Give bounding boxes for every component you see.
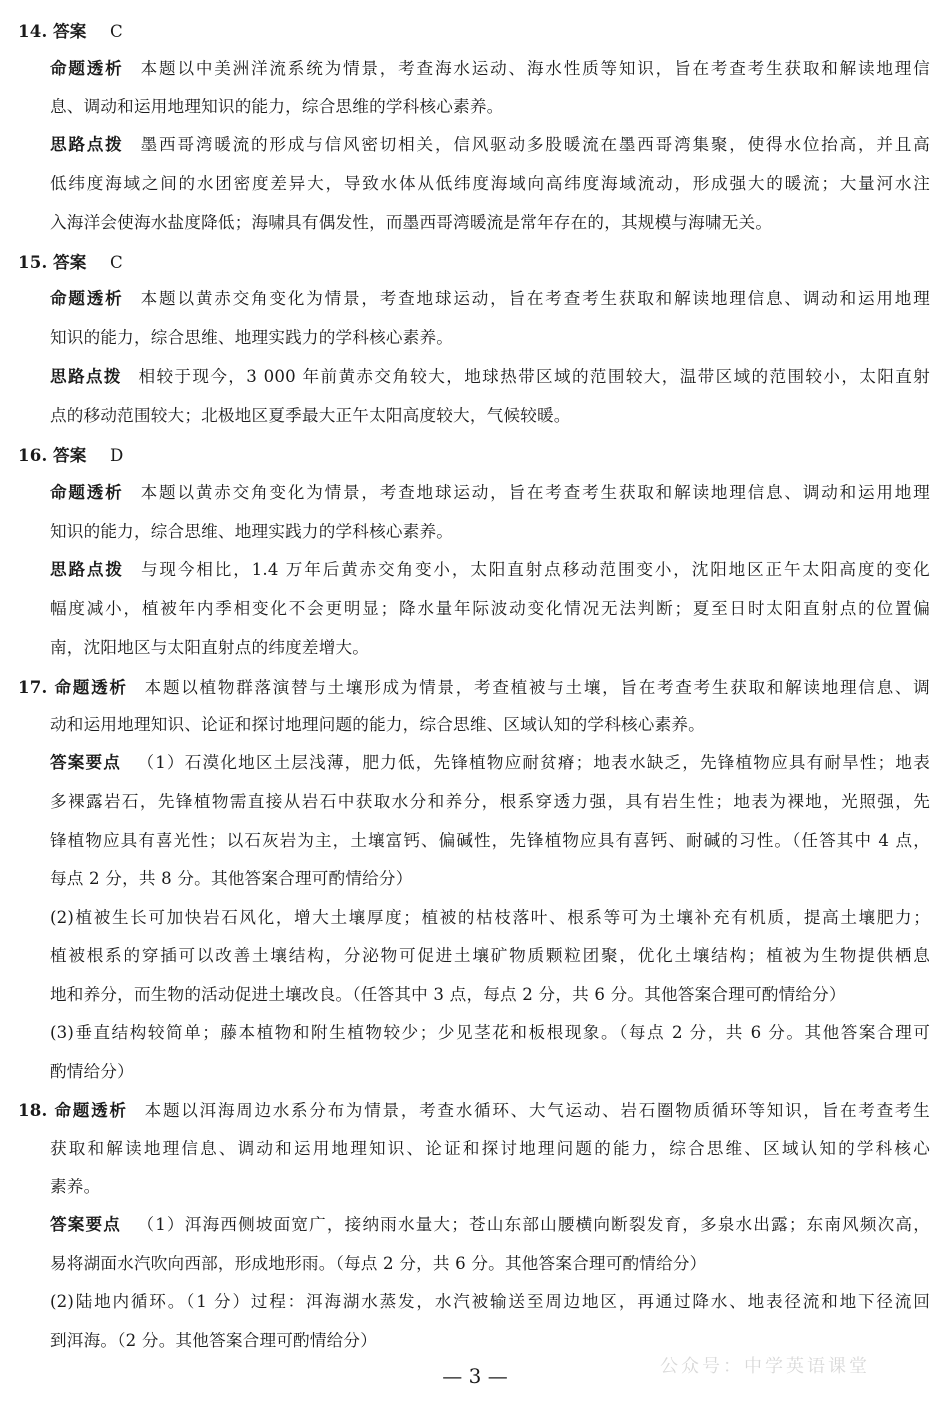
q16-hint-line-2: 幅度减小，植被年内季相变化不会更明显；降水量年际波动变化情况无法判断；夏至日时太阳直射点的位置偏 xyxy=(50,599,930,618)
q14-hint-line-3: 入海洋会使海水盐度降低；海啸具有偶发性，而墨西哥湾暖流是常年存在的，其规模与海啸无关。 xyxy=(50,213,773,232)
q14-intro-line-2: 息、调动和运用地理知识的能力，综合思维的学科核心素养。 xyxy=(50,97,504,116)
page-number: — 3 — xyxy=(442,1364,508,1388)
answer-choice: C xyxy=(110,22,123,41)
q16-intro-line-1: 命题透析 本题以黄赤交角变化为情景，考查地球运动，旨在考查考生获取和解读地理信息、调动和运用地理 xyxy=(50,483,930,502)
q17-key-line-4: 每点 2 分，共 8 分。其他答案合理可酌情给分） xyxy=(50,869,413,888)
answer-label: 答案 xyxy=(52,446,87,465)
q15-intro-line-1: 命题透析 本题以黄赤交角变化为情景，考查地球运动，旨在考查考生获取和解读地理信息、调动和运用地理 xyxy=(50,289,930,308)
q16-intro-line-2: 知识的能力，综合思维、地理实践力的学科核心素养。 xyxy=(50,522,454,541)
hint-label: 思路点拨 xyxy=(50,135,124,154)
q14-intro-line-1: 命题透析 本题以中美洲洋流系统为情景，考查海水运动、海水性质等知识，旨在考查考生获取和解读地理信 xyxy=(50,59,930,78)
question-number: 15. xyxy=(18,252,48,272)
q17-part3-line-1: (3)垂直结构较简单；藤本植物和附生植物较少；少见茎花和板根现象。（每点 2 分，共 6 分。其他答案合理可 xyxy=(50,1023,930,1042)
q18-key-line-2: 易将湖面水汽吹向西部，形成地形雨。（每点 2 分，共 6 分。其他答案合理可酌情给分） xyxy=(50,1254,707,1273)
answer-label: 答案 xyxy=(52,22,87,41)
q18-key-line-1: 答案要点 （1）洱海西侧坡面宽广，接纳雨水量大；苍山东部山腰横向断裂发育，多泉水出露；东南风频次高， xyxy=(50,1215,930,1234)
key-label: 答案要点 xyxy=(50,1215,122,1234)
q17-part2-line-1: (2)植被生长可加快岩石风化，增大土壤厚度；植被的枯枝落叶、根系等可为土壤补充有机质，提高土壤肥力； xyxy=(50,908,930,927)
q17-part3-line-2: 酌情给分） xyxy=(50,1062,134,1081)
answer-choice: C xyxy=(110,253,123,272)
answer-label: 答案 xyxy=(52,253,87,272)
question-number: 16. xyxy=(18,445,48,465)
hint-label: 思路点拨 xyxy=(50,560,124,579)
q17-intro-line-1: 17. 命题透析 本题以植物群落演替与土壤形成为情景，考查植被与土壤，旨在考查考生获取和解读地理信息、调 xyxy=(18,677,930,697)
q17-key-line-1: 答案要点 （1）石漠化地区土层浅薄，肥力低，先锋植物应耐贫瘠；地表水缺乏，先锋植物应具有耐旱性；地表 xyxy=(50,753,930,772)
q14-hint-line-1: 思路点拨 墨西哥湾暖流的形成与信风密切相关，信风驱动多股暖流在墨西哥湾集聚，使得水位抬高，并且高 xyxy=(50,135,930,154)
q18-part2-line-1: (2)陆地内循环。（1 分）过程：洱海湖水蒸发，水汽被输送至周边地区，再通过降水、地表径流和地下径流回 xyxy=(50,1292,930,1311)
q15-hint-line-1: 思路点拨 相较于现今，3 000 年前黄赤交角较大，地球热带区域的范围较大，温带区域的范围较小，太阳直射 xyxy=(50,367,930,386)
q17-key-line-2: 多裸露岩石，先锋植物需直接从岩石中获取水分和养分，根系穿透力强，具有岩生性；地表为裸地，光照强，先 xyxy=(50,792,930,811)
q16-hint-line-3: 南，沈阳地区与太阳直射点的纬度差增大。 xyxy=(50,638,370,657)
q15-intro-line-2: 知识的能力，综合思维、地理实践力的学科核心素养。 xyxy=(50,328,454,347)
intro-label: 命题透析 xyxy=(54,1101,128,1120)
q18-part2-line-2: 到洱海。（2 分。其他答案合理可酌情给分） xyxy=(50,1331,378,1350)
intro-label: 命题透析 xyxy=(50,289,124,308)
q16-hint-line-1: 思路点拨 与现今相比，1.4 万年后黄赤交角变小，太阳直射点移动范围变小，沈阳地区正午太阳高度的变化 xyxy=(50,560,930,579)
key-label: 答案要点 xyxy=(50,753,122,772)
q15-answer-line xyxy=(18,251,123,274)
q14-answer-line xyxy=(18,20,123,43)
q16-answer-line xyxy=(18,444,124,467)
q17-key-line-3: 锋植物应具有喜光性；以石灰岩为主，土壤富钙、偏碱性，先锋植物应具有喜钙、耐碱的习性。（任答其中 4 点， xyxy=(50,831,930,850)
question-number: 18. xyxy=(18,1100,48,1120)
intro-label: 命题透析 xyxy=(50,59,124,78)
q17-intro-line-2: 动和运用地理知识、论证和探讨地理问题的能力，综合思维、区域认知的学科核心素养。 xyxy=(50,715,705,734)
intro-label: 命题透析 xyxy=(50,483,124,502)
q17-part2-line-3: 地和养分，而生物的活动促进土壤改良。（任答其中 3 点，每点 2 分，共 6 分。其他答案合理可酌情给分） xyxy=(50,985,846,1004)
q14-hint-line-2: 低纬度海域之间的水团密度差异大，导致水体从低纬度海域向高纬度海域流动，形成强大的暖流；大量河水注 xyxy=(50,174,930,193)
question-number: 14. xyxy=(18,21,48,41)
q17-part2-line-2: 植被根系的穿插可以改善土壤结构，分泌物可促进土壤矿物质颗粒团聚，优化土壤结构；植被为生物提供栖息 xyxy=(50,946,930,965)
q15-hint-line-2: 点的移动范围较大；北极地区夏季最大正午太阳高度较大，气候较暖。 xyxy=(50,406,571,425)
intro-label: 命题透析 xyxy=(54,678,128,697)
hint-label: 思路点拨 xyxy=(50,367,122,386)
answer-choice: D xyxy=(110,446,124,465)
question-number: 17. xyxy=(18,677,48,697)
q18-intro-line-3: 素养。 xyxy=(50,1177,101,1196)
q18-intro-line-2: 获取和解读地理信息、调动和运用地理知识、论证和探讨地理问题的能力，综合思维、区域认知的学科核心 xyxy=(50,1139,930,1158)
q18-intro-line-1: 18. 命题透析 本题以洱海周边水系分布为情景，考查水循环、大气运动、岩石圈物质循环等知识，旨在考查考生 xyxy=(18,1100,930,1120)
watermark: 公众号：中学英语课堂 xyxy=(660,1356,870,1377)
